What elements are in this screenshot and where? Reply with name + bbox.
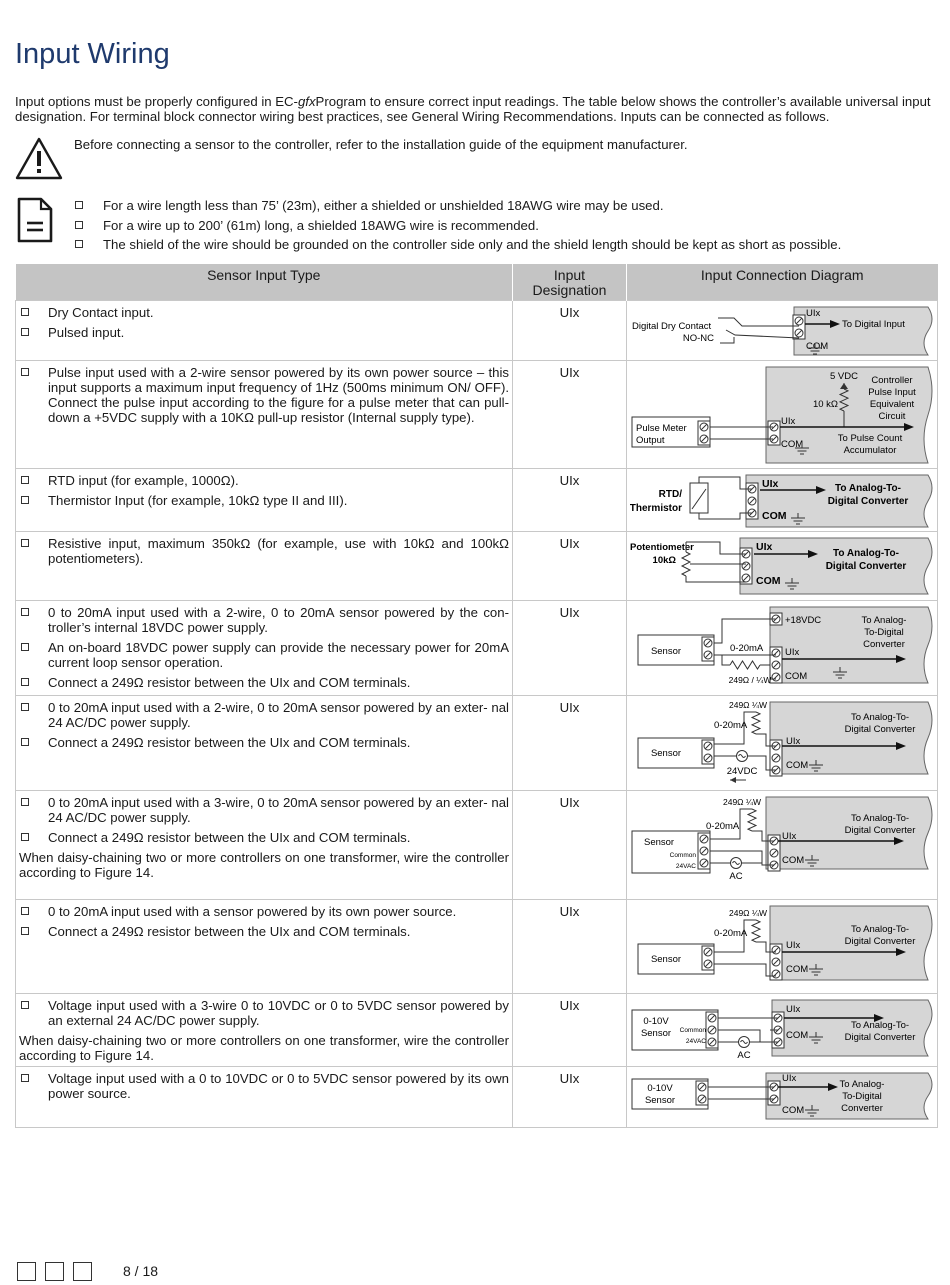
- diagram-label: Circuit: [878, 411, 906, 422]
- ac-source-icon: [739, 1037, 750, 1048]
- input-designation-cell: UIx: [513, 469, 627, 532]
- diagram-label: COM: [786, 1030, 809, 1041]
- source-label: NO-NC: [682, 333, 714, 344]
- connection-diagram-cell: [627, 301, 938, 361]
- ac-source-icon: [737, 751, 748, 762]
- diagram-label: Sensor: [640, 1028, 672, 1039]
- diagram-label: UIx: [762, 478, 779, 490]
- checkbox-bullet-icon: [21, 678, 29, 686]
- diagram-label: COM: [806, 341, 829, 352]
- input-connection-diagram: [630, 904, 938, 990]
- note-paragraph: When daisy-chaining two or more controllers on one transformer, wire the controller according to Figure 14.: [19, 850, 509, 880]
- diagram-label: 24VAC: [685, 1038, 706, 1045]
- list-item: Connect a 249Ω resistor between the UIx and COM terminals.: [19, 675, 509, 690]
- table-row: [16, 696, 938, 791]
- diagram-label: To Analog-To-: [850, 924, 910, 935]
- diagram-label: 0-20mA: [714, 928, 748, 939]
- diagram-label: 5 VDC: [830, 371, 858, 382]
- diagram-label: COM: [762, 510, 787, 522]
- table-row: [16, 1067, 938, 1128]
- column-header-sensor-type: Sensor Input Type: [16, 264, 513, 301]
- connection-diagram-cell: [627, 1067, 938, 1128]
- checkbox-bullet-icon: [21, 1001, 29, 1009]
- diagram-label: Sensor: [644, 837, 675, 848]
- diagram-label: Equivalent: [869, 399, 915, 410]
- footer-box-icon: [73, 1262, 92, 1281]
- connection-diagram-cell: [627, 601, 938, 696]
- diagram-label: 0-20mA: [714, 720, 748, 731]
- page-number: 8 / 18: [123, 1263, 159, 1279]
- checkbox-bullet-icon: [21, 643, 29, 651]
- connection-diagram-cell: [627, 696, 938, 791]
- diagram-label: To Analog-To-: [833, 548, 899, 559]
- diagram-label: UIx: [786, 1004, 801, 1015]
- input-connection-diagram: [630, 1071, 938, 1125]
- diagram-label: COM: [786, 964, 809, 975]
- connection-diagram-cell: [627, 469, 938, 532]
- table-row: [16, 301, 938, 361]
- sensor-input-type-cell: [16, 791, 513, 900]
- sensor-input-type-cell: [16, 532, 513, 601]
- list-item: Voltage input used with a 0 to 10VDC or 0 to 5VDC sensor powered by its own power source.: [19, 1071, 509, 1101]
- input-designation-cell: UIx: [513, 361, 627, 469]
- diagram-label: Digital Converter: [844, 1032, 916, 1043]
- checkbox-bullet-icon: [21, 328, 29, 336]
- input-designation-cell: UIx: [513, 696, 627, 791]
- diagram-label: COM: [785, 671, 808, 682]
- connection-diagram-cell: [627, 532, 938, 601]
- list-item: An on-board 18VDC power supply can provide the necessary power for 20mA current loop sensor operation.: [19, 640, 509, 670]
- diagram-label: UIx: [782, 831, 797, 842]
- list-item: Pulsed input.: [19, 325, 509, 340]
- input-designation-cell: UIx: [513, 1067, 627, 1128]
- diagram-label: Sensor: [644, 1095, 676, 1106]
- diagram-label: UIx: [781, 416, 796, 427]
- source-label: Potentiometer: [630, 542, 694, 553]
- diagram-label: UIx: [782, 1073, 797, 1084]
- note-paragraph: When daisy-chaining two or more controllers on one transformer, wire the controller according to Figure 14.: [19, 1033, 509, 1063]
- input-wiring-table: [15, 264, 938, 1128]
- input-designation-cell: UIx: [513, 791, 627, 900]
- diagram-label: 0-10V: [643, 1016, 669, 1027]
- checkbox-bullet-icon: [75, 240, 83, 248]
- input-connection-diagram: [630, 473, 938, 529]
- diagram-label: Common: [669, 852, 696, 859]
- sensor-input-type-cell: [16, 994, 513, 1067]
- checkbox-bullet-icon: [21, 608, 29, 616]
- list-item: 0 to 20mA input used with a 2-wire, 0 to 20mA sensor powered by the con- troller’s internal 18VDC power supply.: [19, 605, 509, 635]
- input-designation-cell: UIx: [513, 994, 627, 1067]
- notes-callout: [15, 196, 940, 258]
- footer-box-icon: [45, 1262, 64, 1281]
- table-row: [16, 361, 938, 469]
- list-item: 0 to 20mA input used with a sensor powered by its own power source.: [19, 904, 509, 919]
- list-item: Pulse input used with a 2-wire sensor powered by its own power source – this input supports a maximum input frequency of 1Hz (500ms minimum ON/ OFF). Connect the pulse input according to the figure for a pulse meter that can pull-down a +5VDC supply with a 10KΩ pull-up resistor (Internal supply type).: [19, 365, 509, 425]
- notes-list: [75, 198, 841, 257]
- table-row: [16, 469, 938, 532]
- diagram-label: Digital Converter: [844, 724, 916, 735]
- list-item: For a wire length less than 75’ (23m), either a shielded or unshielded 18AWG wire may be used.: [75, 198, 841, 213]
- source-label: RTD/: [658, 489, 682, 500]
- diagram-label: COM: [756, 575, 781, 587]
- list-item: Connect a 249Ω resistor between the UIx and COM terminals.: [19, 735, 509, 750]
- diagram-label: UIx: [786, 736, 801, 747]
- checkbox-bullet-icon: [21, 476, 29, 484]
- source-label: Pulse Meter: [636, 423, 687, 434]
- sensor-input-type-cell: [16, 361, 513, 469]
- diagram-label: 249Ω ¼W: [722, 797, 762, 807]
- diagram-label: Digital Converter: [844, 936, 916, 947]
- list-item: The shield of the wire should be grounded on the controller side only and the shield length should be kept as short as possible.: [75, 237, 841, 252]
- input-connection-diagram: [630, 536, 938, 598]
- diagram-label: Digital Converter: [827, 496, 909, 507]
- list-item: Connect a 249Ω resistor between the UIx and COM terminals.: [19, 830, 509, 845]
- list-item: Connect a 249Ω resistor between the UIx and COM terminals.: [19, 924, 509, 939]
- sensor-input-type-cell: [16, 469, 513, 532]
- diagram-label: 0-20mA: [706, 821, 740, 832]
- input-connection-diagram: [630, 700, 938, 788]
- checkbox-bullet-icon: [21, 496, 29, 504]
- checkbox-bullet-icon: [21, 907, 29, 915]
- input-connection-diagram: [630, 795, 938, 895]
- diagram-label: Accumulator: [843, 445, 897, 456]
- diagram-label: 24VDC: [726, 766, 758, 777]
- input-connection-diagram: [630, 998, 938, 1064]
- diagram-label: To-Digital: [864, 627, 904, 638]
- diagram-label: Digital Converter: [844, 825, 916, 836]
- checkbox-bullet-icon: [21, 1074, 29, 1082]
- connection-diagram-cell: [627, 994, 938, 1067]
- diagram-label: 24VAC: [675, 863, 696, 870]
- table-row: [16, 994, 938, 1067]
- intro-paragraph: Input options must be properly configured in EC-gfxProgram to ensure correct input readings. The table below shows the controller’s available universal input designation. For terminal block connector wiring best practices, see General Wiring Recommendations. Inputs can be connected as follows.: [15, 94, 931, 124]
- column-header-designation: Input Designation: [513, 264, 627, 301]
- input-designation-cell: UIx: [513, 301, 627, 361]
- diagram-label: AC: [729, 871, 743, 882]
- diagram-label: Sensor: [650, 748, 682, 759]
- connection-diagram-cell: [627, 900, 938, 994]
- sensor-input-type-cell: [16, 900, 513, 994]
- diagram-label: COM: [786, 760, 809, 771]
- diagram-label: UIx: [785, 647, 800, 658]
- connection-diagram-cell: [627, 791, 938, 900]
- table-header-row: [16, 264, 938, 301]
- checkbox-bullet-icon: [21, 833, 29, 841]
- diagram-label: Converter: [863, 639, 905, 650]
- list-item: Voltage input used with a 3-wire 0 to 10VDC or 0 to 5VDC sensor powered by an external 24 AC/DC power supply.: [19, 998, 509, 1028]
- checkbox-bullet-icon: [21, 927, 29, 935]
- checkbox-bullet-icon: [21, 738, 29, 746]
- checkbox-bullet-icon: [21, 308, 29, 316]
- footer-box-icon: [17, 1262, 36, 1281]
- list-item: 0 to 20mA input used with a 3-wire, 0 to 20mA sensor powered by an exter- nal 24 AC/DC power supply.: [19, 795, 509, 825]
- resistor-icon: [752, 712, 760, 734]
- input-connection-diagram: [630, 605, 938, 687]
- input-connection-diagram: [630, 365, 938, 465]
- diagram-label: Digital Converter: [825, 561, 907, 572]
- diagram-label: UIx: [756, 541, 773, 553]
- diagram-label: Sensor: [650, 954, 682, 965]
- diagram-label: COM: [781, 439, 804, 450]
- sensor-input-type-cell: [16, 1067, 513, 1128]
- diagram-label: Common: [679, 1027, 706, 1034]
- sensor-input-type-cell: [16, 601, 513, 696]
- input-designation-cell: UIx: [513, 532, 627, 601]
- diagram-label: To Analog-To-: [850, 712, 910, 723]
- list-item: RTD input (for example, 1000Ω).: [19, 473, 509, 488]
- sensor-input-type-cell: [16, 301, 513, 361]
- target-label: To Digital Input: [842, 319, 905, 330]
- input-connection-diagram: [630, 305, 938, 359]
- checkbox-bullet-icon: [21, 539, 29, 547]
- checkbox-bullet-icon: [75, 201, 83, 209]
- warning-triangle-icon: [15, 136, 63, 180]
- diagram-label: Converter: [841, 1103, 883, 1114]
- warning-callout: [15, 134, 940, 184]
- resistor-icon: [682, 552, 690, 576]
- diagram-label: 249Ω / ¼W: [728, 675, 772, 685]
- checkbox-bullet-icon: [21, 703, 29, 711]
- column-header-diagram: Input Connection Diagram: [627, 264, 938, 301]
- list-item: Dry Contact input.: [19, 305, 509, 320]
- source-label: 10kΩ: [652, 555, 676, 566]
- diagram-label: AC: [737, 1050, 751, 1061]
- resistor-icon: [748, 809, 756, 831]
- checkbox-bullet-icon: [75, 221, 83, 229]
- ac-source-icon: [731, 858, 742, 869]
- input-designation-cell: UIx: [513, 601, 627, 696]
- document-note-icon: [17, 197, 53, 243]
- page-title: Input Wiring: [15, 38, 170, 70]
- list-item: 0 to 20mA input used with a 2-wire, 0 to 20mA sensor powered by an exter- nal 24 AC/DC power supply.: [19, 700, 509, 730]
- input-designation-cell: UIx: [513, 900, 627, 994]
- diagram-label: +18VDC: [785, 615, 822, 626]
- resistor-icon: [730, 661, 760, 669]
- list-item: Thermistor Input (for example, 10kΩ type II and III).: [19, 493, 509, 508]
- diagram-label: COM: [782, 855, 805, 866]
- list-item: Resistive input, maximum 350kΩ (for example, use with 10kΩ and 100kΩ potentiometers).: [19, 536, 509, 566]
- diagram-label: To Analog-: [839, 1079, 885, 1090]
- diagram-label: To-Digital: [842, 1091, 882, 1102]
- diagram-label: UIx: [806, 308, 821, 319]
- source-label: Thermistor: [630, 503, 682, 514]
- list-item: For a wire up to 200’ (61m) long, a shielded 18AWG wire is recommended.: [75, 218, 841, 233]
- diagram-label: Pulse Input: [868, 387, 916, 398]
- table-row: [16, 791, 938, 900]
- diagram-label: Sensor: [650, 646, 682, 657]
- table-row: [16, 900, 938, 994]
- diagram-label: 10 kΩ: [812, 399, 838, 410]
- diagram-label: To Analog-: [861, 615, 907, 626]
- checkbox-bullet-icon: [21, 368, 29, 376]
- connection-diagram-cell: [627, 361, 938, 469]
- diagram-label: 0-20mA: [730, 643, 764, 654]
- source-label: Digital Dry Contact: [632, 321, 712, 332]
- diagram-label: To Analog-To-: [850, 813, 910, 824]
- table-row: [16, 601, 938, 696]
- diagram-label: COM: [782, 1105, 805, 1116]
- diagram-label: 249Ω ¼W: [728, 908, 768, 918]
- diagram-label: Controller: [871, 375, 913, 386]
- source-label: Output: [636, 435, 665, 446]
- diagram-label: To Analog-To-: [850, 1020, 910, 1031]
- diagram-label: To Pulse Count: [837, 433, 903, 444]
- diagram-label: 0-10V: [647, 1083, 673, 1094]
- warning-text: Before connecting a sensor to the controller, refer to the installation guide of the equipment manufacturer.: [74, 137, 688, 152]
- diagram-label: UIx: [786, 940, 801, 951]
- diagram-label: 249Ω ¼W: [728, 700, 768, 710]
- checkbox-bullet-icon: [21, 798, 29, 806]
- resistor-icon: [752, 920, 760, 942]
- sensor-input-type-cell: [16, 696, 513, 791]
- diagram-label: To Analog-To-: [835, 483, 901, 494]
- table-row: [16, 532, 938, 601]
